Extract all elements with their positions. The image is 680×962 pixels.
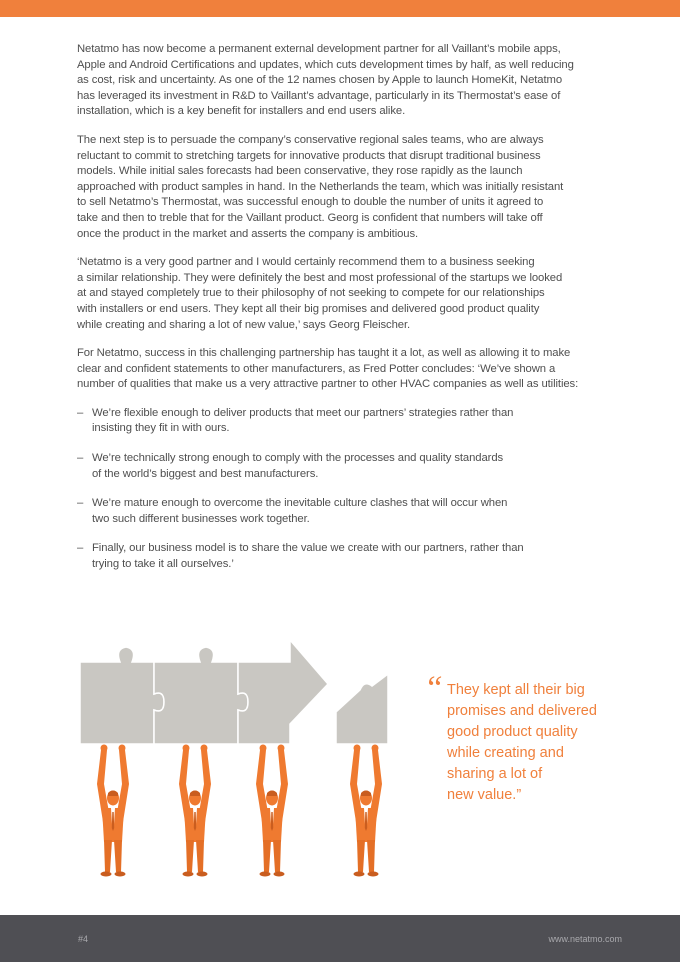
bullet-item [77,496,617,527]
bullet-dash: – [77,497,84,510]
website-link[interactable]: www.netatmo.com [548,934,622,944]
bullet-text: Finally, our business model is to share the value we create with our partners, rather than trying to take it all ourselves.’ [92,542,524,571]
quote-mark-icon: “ [424,670,443,707]
paragraph: ‘Netatmo is a very good partner and I would certainly recommend them to a business seeking a similar relationship. They were definitely the best and most professional of the startups we looked at and stayed completely true to their philosophy of not seeking to compete for our relationships with installers or end users. They kept all their big promises and delivered good product quality while creating and sharing a lot of new value,’ says Georg Fleischer. [77,256,563,331]
page-number: #4 [78,934,89,944]
page-footer [0,915,680,962]
puzzle-teamwork-illustration [68,632,418,882]
bullet-dash: – [77,406,84,419]
paragraph: Netatmo has now become a permanent external development partner for all Vaillant’s mobile apps, Apple and Android Certifications and updates, which cuts development times by half, as well reducing as cost, risk and uncertainty. As one of the 12 names chosen by Apple to launch HomeKit, Netatmo has leveraged its investment in R&D to Vaillant’s advantage, particularly in its Thermostat’s ease of installation, which is a key benefit for installers and end users alike. [77,43,574,118]
bullet-dash: – [77,452,84,465]
bullet-text: We’re technically strong enough to comply with the processes and quality standards of the world’s biggest and best manufacturers. [92,452,504,480]
bullet-dash: – [77,542,84,555]
bullet-item [77,451,617,482]
bullet-text: We’re mature enough to overcome the inevitable culture clashes that will occur when two such different businesses work together. [92,497,508,525]
paragraph: For Netatmo, success in this challenging partnership has taught it a lot, as well as allowing it to make clear and confident statements to other manufacturers, as Fred Potter concludes: ‘We’ve shown a number of qualities that make us a very attractive partner to other HVAC companies as well as utilities: [77,347,579,391]
bullet-item [77,541,617,572]
article-body [77,42,617,587]
bullet-item [77,406,617,437]
paragraph: The next step is to persuade the company’s conservative regional sales teams, who are always reluctant to commit to stretching targets for innovative products that disrupt traditional business models. While initial sales forecasts had been conservative, they rose rapidly as the launch approached with product samples in hand. In the Netherlands the team, which was initially resistant to sell Netatmo’s Thermostat, was successful enough to double the number of units it agreed to take and then to treble that for the Vaillant product. Georg is confident that numbers will take off once the product in the market and asserts the company is ambitious. [77,133,564,240]
top-accent-bar [0,0,680,17]
bullet-text: We’re flexible enough to deliver products that meet our partners’ strategies rather than insisting they fit in with ours. [92,406,514,435]
pull-quote-text: They kept all their big promises and delivered good product quality while creating and sharing a lot of new value.” [447,682,597,803]
